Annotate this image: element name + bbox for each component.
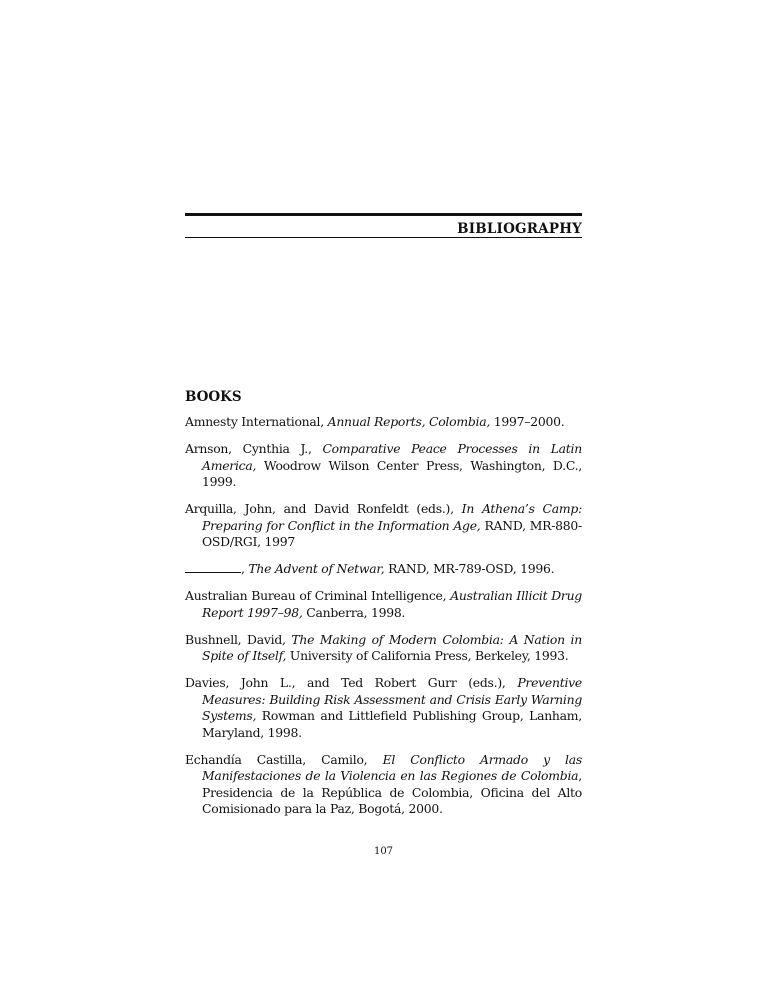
entry-publication: University of California Press, Berkeley, 1993. bbox=[286, 648, 569, 663]
bibliography-entry bbox=[185, 675, 582, 741]
entry-title: The Advent of Netwar, bbox=[248, 561, 385, 576]
repeated-author-line bbox=[185, 562, 241, 573]
entry-publication: 1997–2000. bbox=[490, 414, 565, 429]
bibliography-entry bbox=[185, 441, 582, 491]
bibliography-list bbox=[185, 414, 582, 828]
entry-publication: , Presidencia de la República de Colombia, Oficina del Alto Comisionado para la Paz, Bogotá, 2000. bbox=[202, 768, 582, 816]
header-rule-bottom bbox=[185, 237, 582, 238]
chapter-title: BIBLIOGRAPHY bbox=[457, 221, 582, 237]
entry-publication: Rowman and Littlefield Publishing Group, Lanham, Maryland, 1998. bbox=[202, 708, 582, 740]
bibliography-entry bbox=[185, 414, 582, 431]
page-number: 107 bbox=[373, 846, 394, 857]
entry-title: In Athena’s Camp: Preparing for Conflict in the Information Age, bbox=[202, 501, 582, 533]
entry-authors: Bushnell, David, bbox=[185, 631, 292, 647]
bibliography-entry: , The Advent of Netwar, RAND, MR-789-OSD, 1996. bbox=[185, 561, 582, 578]
entry-title: El Conflicto Armado y las Manifestaciones de la Violencia en las Regiones de Colombia bbox=[202, 751, 583, 783]
entry-authors: Arnson, Cynthia J., bbox=[185, 441, 323, 456]
entry-publication: RAND, MR-789-OSD, 1996. bbox=[384, 561, 555, 576]
section-heading: BOOKS bbox=[185, 389, 242, 405]
entry-authors: Australian Bureau of Criminal Intelligence, bbox=[185, 588, 451, 603]
entry-title: Preventive Measures: Building Risk Assessment and Crisis Early Warning Systems, bbox=[202, 675, 582, 723]
entry-publication: Canberra, 1998. bbox=[302, 604, 406, 620]
header-rule-top bbox=[185, 213, 582, 216]
entry-authors: Arquilla, John, and David Ronfeldt (eds.), bbox=[185, 501, 462, 516]
bibliography-entry bbox=[185, 632, 582, 665]
entry-title: Annual Reports, Colombia, bbox=[327, 414, 491, 429]
entry-publication: Woodrow Wilson Center Press, Washington, D.C., 1999. bbox=[202, 457, 582, 489]
entry-title: Australian Illicit Drug Report 1997–98, bbox=[202, 588, 582, 620]
entry-authors: Amnesty International, bbox=[185, 414, 328, 429]
entry-authors: Echandía Castilla, Camilo, bbox=[185, 751, 383, 767]
entry-authors: Davies, John L., and Ted Robert Gurr (eds.), bbox=[185, 675, 518, 690]
entry-title: Comparative Peace Processes in Latin America, bbox=[202, 441, 582, 473]
entry-publication: RAND, MR-880-OSD/RGI, 1997 bbox=[202, 517, 582, 549]
entry-title: The Making of Modern Colombia: A Nation in Spite of Itself, bbox=[202, 631, 582, 663]
bibliography-entry bbox=[185, 588, 582, 621]
bibliography-entry bbox=[185, 501, 582, 551]
bibliography-entry bbox=[185, 752, 582, 818]
